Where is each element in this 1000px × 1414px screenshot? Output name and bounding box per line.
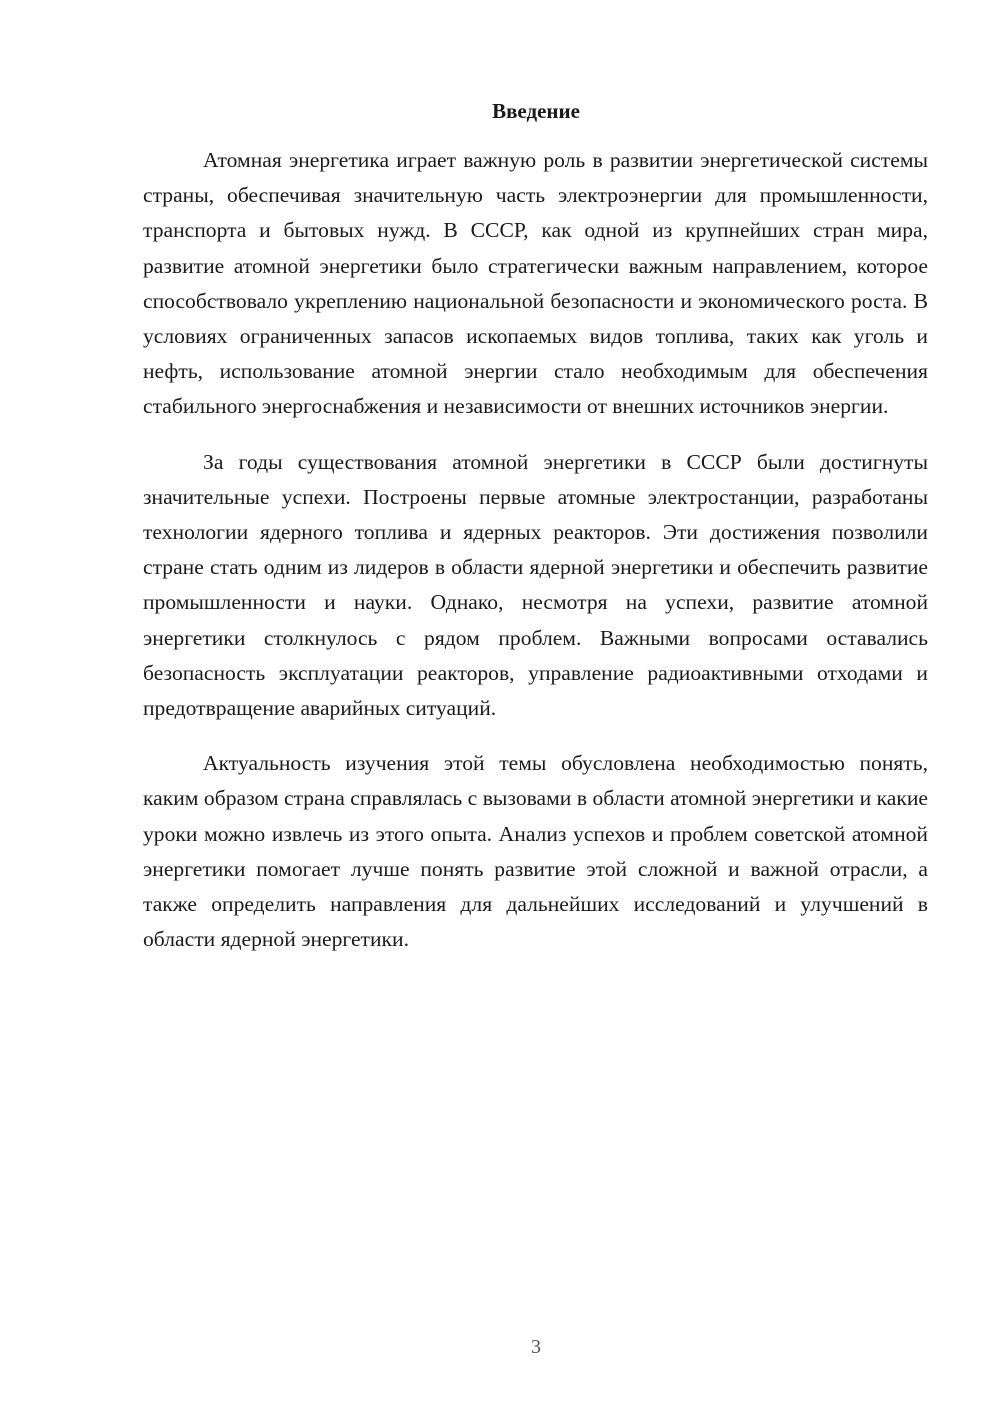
- paragraph-3: Актуальность изучения этой темы обусловлена необходимостью понять, каким образом страна справлялась с вызовами в области атомной энергетики и какие уроки можно извлечь из этого опыта. Анализ успехов и проблем советской атомной энергетики помогает лучше понять развитие этой сложной и важной отрасли, а также определить направления для дальнейших исследований и улучшений в области ядерной энергетики.: [143, 751, 928, 952]
- paragraph-1: Атомная энергетика играет важную роль в развитии энергетической системы страны, обеспечивая значительную часть электроэнергии для промышленности, транспорта и бытовых нужд. В СССР, как одной из крупнейших стран мира, развитие атомной энергетики было стратегически важным направлением, которое способствовало укреплению национальной безопасности и экономического роста. В условиях ограниченных запасов ископаемых видов топлива, таких как уголь и нефть, использование атомной энергии стало необходимым для обеспечения стабильного энергоснабжения и независимости от внешних источников энергии.: [143, 148, 928, 419]
- body-text: [143, 143, 928, 977]
- page-number: 3: [531, 1336, 541, 1358]
- paragraph-2: За годы существования атомной энергетики в СССР были достигнуты значительные успехи. Построены первые атомные электростанции, разработаны технологии ядерного топлива и ядерных реакторов. Эти достижения позволили стране стать одним из лидеров в области ядерной энергетики и обеспечить развитие промышленности и науки. Однако, несмотря на успехи, развитие атомной энергетики столкнулось с рядом проблем. Важными вопросами оставались безопасность эксплуатации реакторов, управление радиоактивными отходами и предотвращение аварийных ситуаций.: [143, 449, 928, 721]
- section-heading: Введение: [492, 99, 580, 123]
